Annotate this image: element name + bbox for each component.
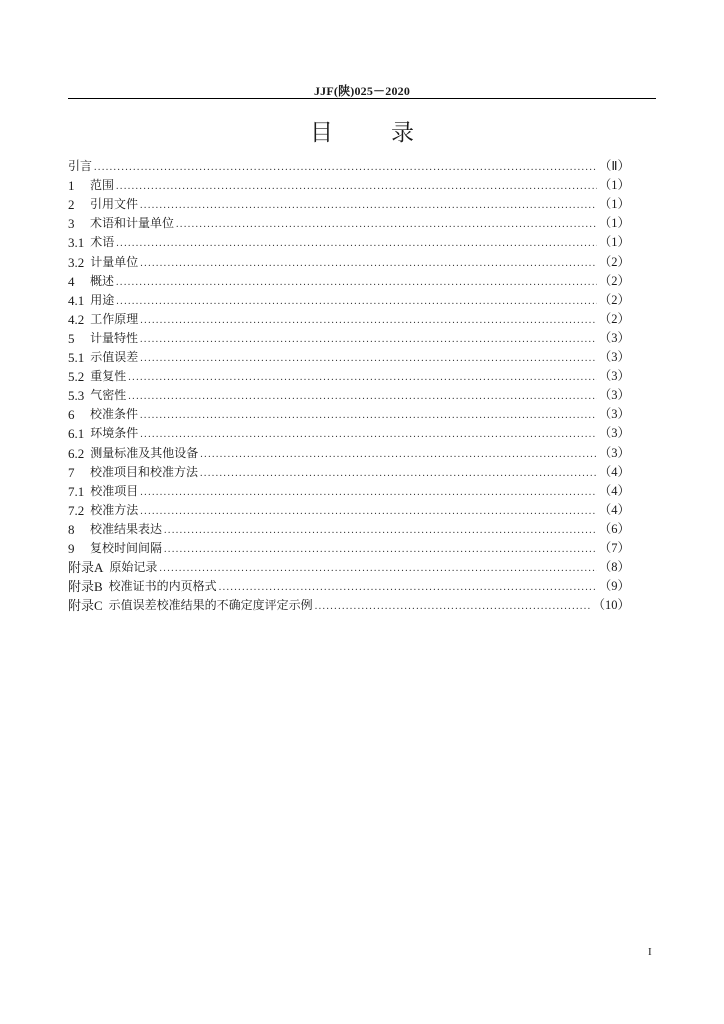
toc-entry-number: 5.3: [68, 388, 85, 404]
toc-entry-page: （4）: [598, 483, 630, 498]
toc-entry-label: 引言: [68, 159, 93, 174]
toc-entry-page: （1）: [598, 216, 630, 231]
toc-dot-leader: [200, 465, 597, 482]
toc-entry-number: 3.2: [68, 254, 85, 270]
toc-entry-number: 6.1: [68, 426, 85, 442]
toc-dot-leader: [176, 216, 597, 233]
toc-entry-page: （2）: [598, 273, 630, 288]
toc-entry-page: （3）: [598, 330, 630, 345]
toc-dot-leader: [116, 178, 597, 195]
toc-entry[interactable]: [68, 329, 630, 348]
toc-entry-label: 校准条件: [90, 407, 139, 422]
toc-entry-label: 术语: [90, 235, 115, 250]
toc-entry[interactable]: [68, 214, 630, 233]
toc-entry-number: 4.1: [68, 292, 85, 308]
toc-entry-number: 8: [68, 521, 75, 537]
toc-dot-leader: [140, 197, 597, 214]
toc-entry-number: 1: [68, 178, 75, 194]
toc-entry-label: 气密性: [90, 388, 127, 403]
toc-entry-label: 计量特性: [90, 330, 139, 345]
toc-dot-leader: [116, 235, 596, 252]
toc-entry-page: （Ⅱ）: [598, 159, 630, 174]
toc-entry-label: 概述: [90, 273, 115, 288]
toc-entry-page: （4）: [598, 464, 630, 479]
toc-entry[interactable]: [68, 539, 630, 558]
toc-entry-label: 用途: [90, 292, 115, 307]
toc-entry-page: （10）: [592, 598, 630, 613]
toc-entry-page: （2）: [598, 311, 630, 326]
toc-entry[interactable]: [68, 463, 630, 482]
toc-entry-page: （3）: [598, 369, 630, 384]
toc-entry-number: 7.2: [68, 502, 85, 518]
toc-entry[interactable]: [68, 520, 630, 539]
toc-entry[interactable]: [68, 443, 630, 462]
toc-entry-number: 6.2: [68, 445, 85, 461]
toc-entry-label: 校准证书的内页格式: [108, 579, 217, 594]
toc-entry[interactable]: [68, 348, 630, 367]
toc-entry[interactable]: [68, 195, 630, 214]
toc-entry-label: 工作原理: [90, 311, 139, 326]
toc-dot-leader: [140, 331, 597, 348]
toc-entry[interactable]: [68, 501, 630, 520]
toc-dot-leader: [159, 560, 596, 577]
toc-entry-page: （1）: [598, 197, 630, 212]
toc-entry-page: （3）: [598, 426, 630, 441]
toc-entry[interactable]: [68, 577, 630, 596]
toc-dot-leader: [140, 350, 596, 367]
toc-entry-page: （9）: [598, 579, 630, 594]
toc-entry-page: （2）: [598, 254, 630, 269]
toc-entry[interactable]: [68, 157, 630, 176]
toc-dot-leader: [140, 484, 596, 501]
toc-entry-label: 校准项目和校准方法: [90, 464, 199, 479]
toc-entry[interactable]: [68, 386, 630, 405]
toc-entry[interactable]: [68, 424, 630, 443]
toc-entry-label: 示值误差: [90, 350, 139, 365]
toc-entry-page: （3）: [598, 388, 630, 403]
toc-entry-number: 5.2: [68, 369, 85, 385]
toc-entry-label: 示值误差校准结果的不确定度评定示例: [108, 598, 313, 613]
toc-entry-number: 2: [68, 197, 75, 213]
toc-entry-label: 术语和计量单位: [90, 216, 175, 231]
toc-entry[interactable]: [68, 233, 630, 252]
toc-entry[interactable]: [68, 596, 630, 615]
toc-entry-number: 4.2: [68, 311, 85, 327]
toc-entry[interactable]: [68, 558, 630, 577]
header-rule: [68, 98, 656, 99]
toc-entry-page: （3）: [598, 407, 630, 422]
toc-entry-label: 校准方法: [90, 502, 139, 517]
toc-entry-page: （3）: [598, 445, 630, 460]
toc-dot-leader: [200, 446, 596, 463]
toc-entry[interactable]: [68, 176, 630, 195]
toc-dot-leader: [140, 407, 597, 424]
toc-dot-leader: [164, 522, 597, 539]
toc-entry-number: 附录A: [68, 560, 104, 576]
toc-dot-leader: [164, 541, 597, 558]
toc-entry-label: 复校时间间隔: [90, 540, 163, 555]
toc-entry-label: 范围: [90, 178, 115, 193]
toc-entry-label: 计量单位: [90, 254, 139, 269]
toc-entry[interactable]: [68, 405, 630, 424]
toc-dot-leader: [315, 598, 591, 615]
toc-entry[interactable]: [68, 310, 630, 329]
document-code-header: JJF(陕)025－2020: [313, 84, 411, 98]
toc-entry-number: 9: [68, 540, 75, 556]
toc-dot-leader: [116, 293, 596, 310]
toc-entry-label: 原始记录: [109, 560, 158, 575]
toc-dot-leader: [140, 503, 596, 520]
toc-entry-page: （2）: [598, 292, 630, 307]
toc-entry-label: 测量标准及其他设备: [90, 445, 199, 460]
toc-entry[interactable]: [68, 252, 630, 271]
table-of-contents: [68, 157, 630, 615]
toc-dot-leader: [128, 388, 596, 405]
toc-entry-page: （6）: [598, 521, 630, 536]
toc-entry[interactable]: [68, 367, 630, 386]
toc-dot-leader: [116, 274, 597, 291]
toc-dot-leader: [219, 579, 597, 596]
toc-entry-number: 4: [68, 273, 75, 289]
toc-dot-leader: [128, 369, 596, 386]
toc-entry-label: 校准项目: [90, 483, 139, 498]
toc-entry-page: （1）: [598, 235, 630, 250]
toc-entry[interactable]: [68, 272, 630, 291]
toc-entry-label: 校准结果表达: [90, 521, 163, 536]
toc-title: 目录: [310, 120, 472, 146]
toc-entry-label: 环境条件: [90, 426, 139, 441]
toc-entry-page: （3）: [598, 350, 630, 365]
toc-entry-number: 3.1: [68, 235, 85, 251]
toc-entry[interactable]: [68, 291, 630, 310]
toc-entry-page: （1）: [598, 178, 630, 193]
toc-entry-page: （7）: [598, 540, 630, 555]
page-folio: I: [648, 946, 652, 958]
toc-entry-page: （8）: [598, 560, 630, 575]
toc-entry-label: 引用文件: [90, 197, 139, 212]
toc-dot-leader: [140, 312, 596, 329]
toc-entry-number: 7.1: [68, 483, 85, 499]
toc-entry-number: 3: [68, 216, 75, 232]
toc-entry[interactable]: [68, 482, 630, 501]
toc-entry-page: （4）: [598, 502, 630, 517]
toc-entry-number: 附录C: [68, 598, 103, 614]
toc-entry-number: 5: [68, 330, 75, 346]
toc-dot-leader: [140, 426, 596, 443]
toc-entry-number: 5.1: [68, 350, 85, 366]
toc-dot-leader: [140, 255, 596, 272]
toc-entry-label: 重复性: [90, 369, 127, 384]
toc-dot-leader: [94, 159, 597, 176]
toc-entry-number: 附录B: [68, 579, 103, 595]
toc-entry-number: 6: [68, 407, 75, 423]
toc-entry-number: 7: [68, 464, 75, 480]
